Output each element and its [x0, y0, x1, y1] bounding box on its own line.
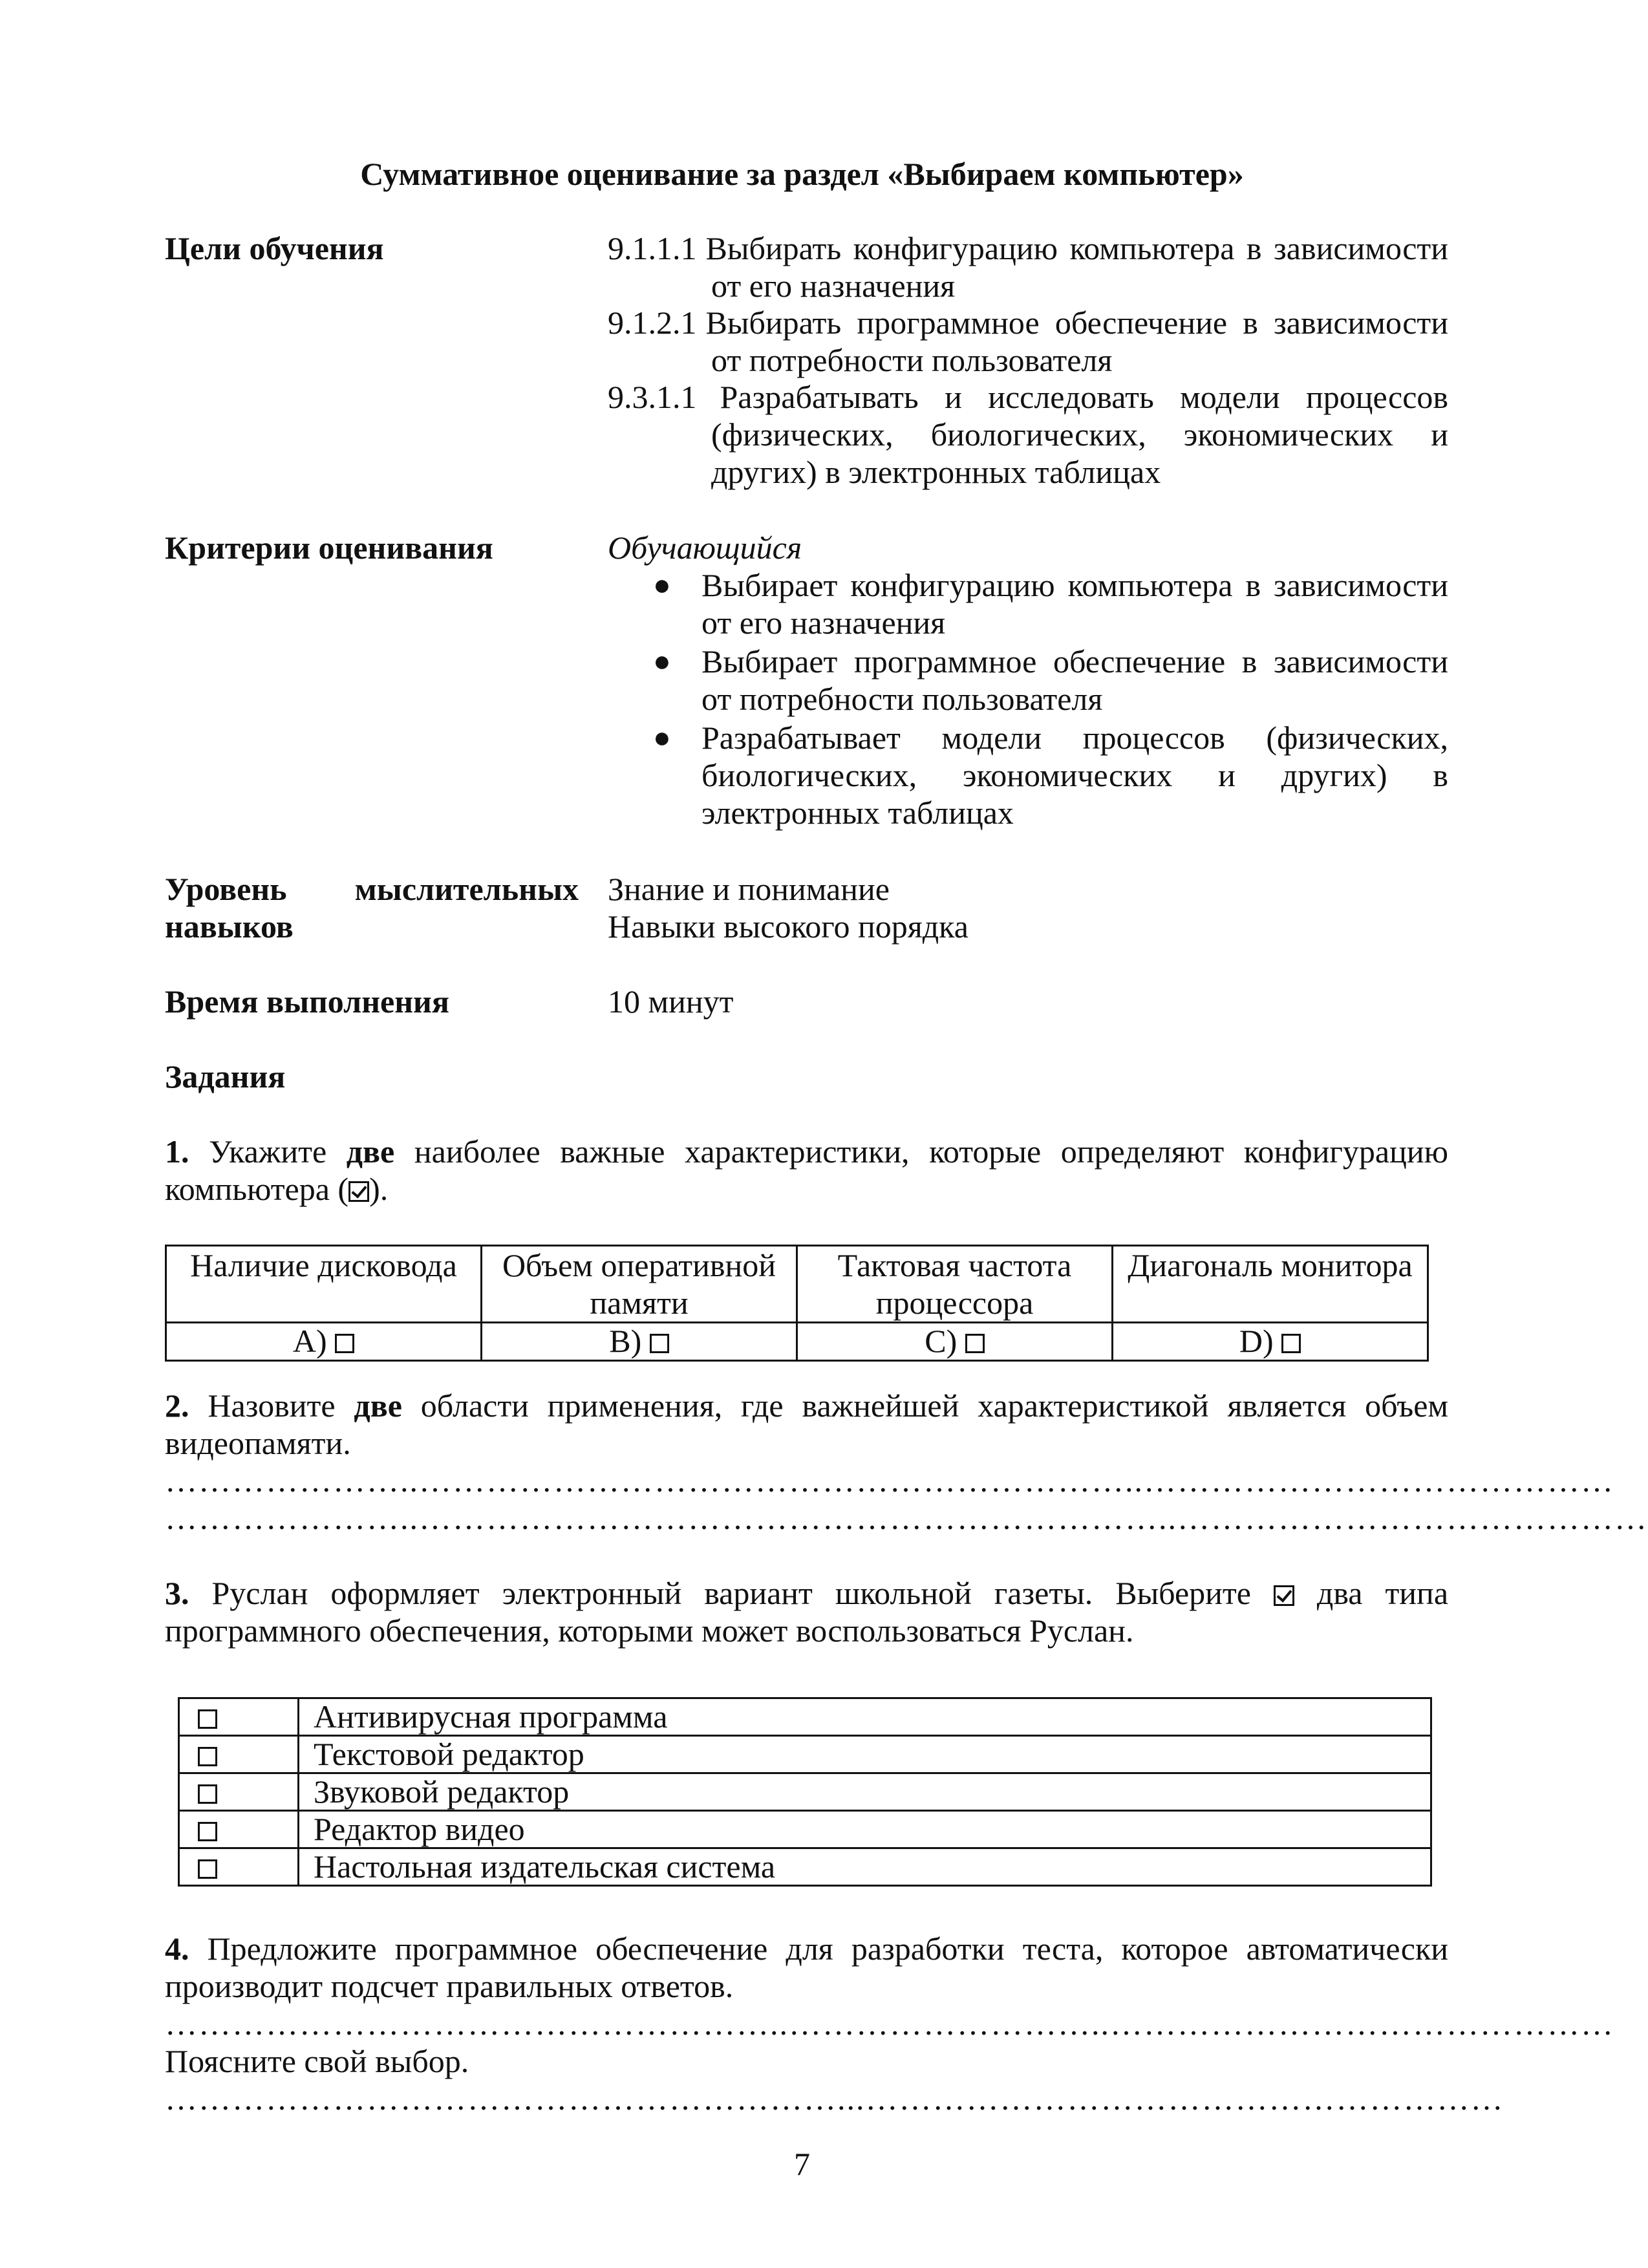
page-title: Суммативное оценивание за раздел «Выбираем компьютер» [360, 156, 1244, 192]
task1-text-cont [165, 1170, 1448, 1208]
goal-text-cont: (физических, биологических, экономических и [711, 416, 1448, 453]
task-text: два типа [1316, 1575, 1449, 1611]
option-label: Настольная издательская система [299, 1848, 1431, 1886]
option-label: Текстовой редактор [299, 1736, 1431, 1773]
checkbox-icon[interactable] [198, 1709, 217, 1729]
goal-text: Выбирать конфигурацию компьютера в зависимости [705, 230, 1448, 266]
goal-item-2 [608, 304, 1448, 341]
task2-text-cont: видеопамяти. [165, 1425, 351, 1461]
option-label: Звуковой редактор [299, 1773, 1431, 1811]
option-cell-a[interactable] [166, 1323, 482, 1361]
table-row [166, 1246, 1428, 1323]
checkbox-icon[interactable] [198, 1859, 217, 1879]
checkbox-icon[interactable] [1281, 1334, 1301, 1353]
time-label: Время выполнения [165, 983, 449, 1020]
task-text: Укажите [209, 1133, 327, 1170]
option-letter: D) [1239, 1323, 1274, 1359]
task-text: Предложите программное обеспечение для разработки теста, которое автоматически [207, 1931, 1449, 1967]
criteria-bullet: Разрабатывает модели процессов (физических, [701, 720, 1448, 756]
criteria-bullet: Выбирает программное обеспечение в зависимости [701, 643, 1448, 679]
task4-text-cont: производит подсчет правильных ответов. [165, 1968, 734, 2004]
criteria-bullet-cont: электронных таблицах [701, 795, 1014, 831]
task3-text-cont: программного обеспечения, которыми может воспользоваться Руслан. [165, 1612, 1134, 1649]
criteria-bullet-cont: от его назначения [701, 604, 946, 641]
bullet-icon: ● [653, 645, 671, 678]
criteria-bullet-cont: от потребности пользователя [701, 681, 1103, 717]
checkbox-icon[interactable] [650, 1334, 669, 1353]
table-header-cell: Объем оперативной памяти [482, 1246, 797, 1323]
checkbox-icon[interactable] [965, 1334, 985, 1353]
option-label: Антивирусная программа [299, 1698, 1431, 1736]
levels-label-part: Уровень [165, 871, 287, 907]
option-letter: B) [609, 1323, 642, 1359]
task-text: Назовите [208, 1387, 336, 1424]
task-text: области применения, где важнейшей характеристикой является объем [420, 1387, 1449, 1424]
goal-number: 9.1.1.1 [608, 230, 697, 266]
criteria-bullet-cont: биологических, экономических и других) в [701, 757, 1448, 793]
level-value: Навыки высокого порядка [608, 908, 968, 945]
task3-table [178, 1697, 1432, 1887]
checkbox-icon[interactable] [198, 1784, 217, 1804]
task-emphasis: две [346, 1133, 395, 1170]
option-checkbox-cell[interactable] [179, 1848, 299, 1886]
task-number: 3. [165, 1575, 189, 1611]
table-row [179, 1773, 1431, 1811]
task-emphasis: две [354, 1387, 402, 1424]
criteria-subject: Обучающийся [608, 530, 802, 566]
answer-line[interactable]: …………………..………………………………………………………..…………………………………… [165, 1462, 1614, 1499]
levels-label-part: мыслительных [354, 871, 579, 907]
table-row [166, 1323, 1428, 1361]
time-value: 10 минут [608, 983, 734, 1020]
checkbox-icon[interactable] [198, 1822, 217, 1841]
table-row [179, 1848, 1431, 1886]
task-text: ). [369, 1171, 389, 1207]
levels-label-cont: навыков [165, 908, 294, 945]
option-cell-b[interactable] [482, 1323, 797, 1361]
goal-text-cont: других) в электронных таблицах [711, 454, 1161, 490]
task-text: Руслан оформляет электронный вариант школьной газеты. Выберите [211, 1575, 1251, 1611]
task4-explain: Поясните свой выбор. [165, 2043, 469, 2079]
goal-number: 9.3.1.1 [608, 379, 697, 415]
checkbox-icon[interactable] [335, 1334, 354, 1353]
task4-text [165, 1930, 1448, 1967]
table-row [179, 1736, 1431, 1773]
task2-text [165, 1387, 1448, 1424]
criteria-label: Критерии оценивания [165, 530, 493, 566]
answer-line[interactable]: ………………………………………………..………………………..……………………………………… [165, 2006, 1614, 2042]
task-number: 4. [165, 1931, 189, 1967]
option-cell-c[interactable] [797, 1323, 1113, 1361]
bullet-icon: ● [653, 568, 671, 601]
goal-text-cont: от его назначения [711, 268, 956, 304]
task1-text [165, 1133, 1448, 1170]
goal-text: Разрабатывать и исследовать модели процессов [720, 379, 1448, 415]
table-header-cell: Диагональ монитора [1113, 1246, 1428, 1323]
checkbox-checked-icon [348, 1181, 369, 1202]
option-label: Редактор видео [299, 1811, 1431, 1848]
table-row [179, 1811, 1431, 1848]
criteria-bullet: Выбирает конфигурацию компьютера в зависимости [701, 567, 1448, 603]
task-number: 2. [165, 1387, 189, 1424]
option-checkbox-cell[interactable] [179, 1736, 299, 1773]
option-checkbox-cell[interactable] [179, 1698, 299, 1736]
option-checkbox-cell[interactable] [179, 1773, 299, 1811]
goal-text: Выбирать программное обеспечение в зависимости [705, 305, 1448, 341]
goal-item-1 [608, 230, 1448, 267]
page-number: 7 [794, 2146, 810, 2182]
option-cell-d[interactable] [1113, 1323, 1428, 1361]
goal-item-3 [608, 378, 1448, 416]
goal-text-cont: от потребности пользователя [711, 342, 1113, 378]
tasks-heading: Задания [165, 1058, 286, 1095]
task1-table [165, 1245, 1429, 1362]
task-text: наиболее важные характеристики, которые определяют конфигурацию [414, 1133, 1448, 1170]
bullet-icon: ● [653, 721, 671, 754]
table-header-cell: Наличие дисковода [166, 1246, 482, 1323]
checkbox-checked-icon [1274, 1585, 1294, 1606]
goals-label: Цели обучения [165, 230, 384, 266]
level-value: Знание и понимание [608, 871, 890, 907]
table-header-cell: Тактовая частота процессора [797, 1246, 1113, 1323]
table-row [179, 1698, 1431, 1736]
answer-line[interactable]: ……………………………………………………...………………………………………………… [165, 2081, 1504, 2117]
levels-label [165, 870, 579, 908]
task-number: 1. [165, 1133, 189, 1170]
task-text: компьютера ( [165, 1171, 349, 1207]
checkbox-icon[interactable] [198, 1747, 217, 1766]
goal-number: 9.1.2.1 [608, 305, 697, 341]
task3-text [165, 1574, 1448, 1612]
option-letter: A) [292, 1323, 327, 1359]
option-checkbox-cell[interactable] [179, 1811, 299, 1848]
option-letter: C) [925, 1323, 958, 1359]
answer-line[interactable]: …………………..…………………………………………………………..…………………………………… [165, 1500, 1648, 1536]
